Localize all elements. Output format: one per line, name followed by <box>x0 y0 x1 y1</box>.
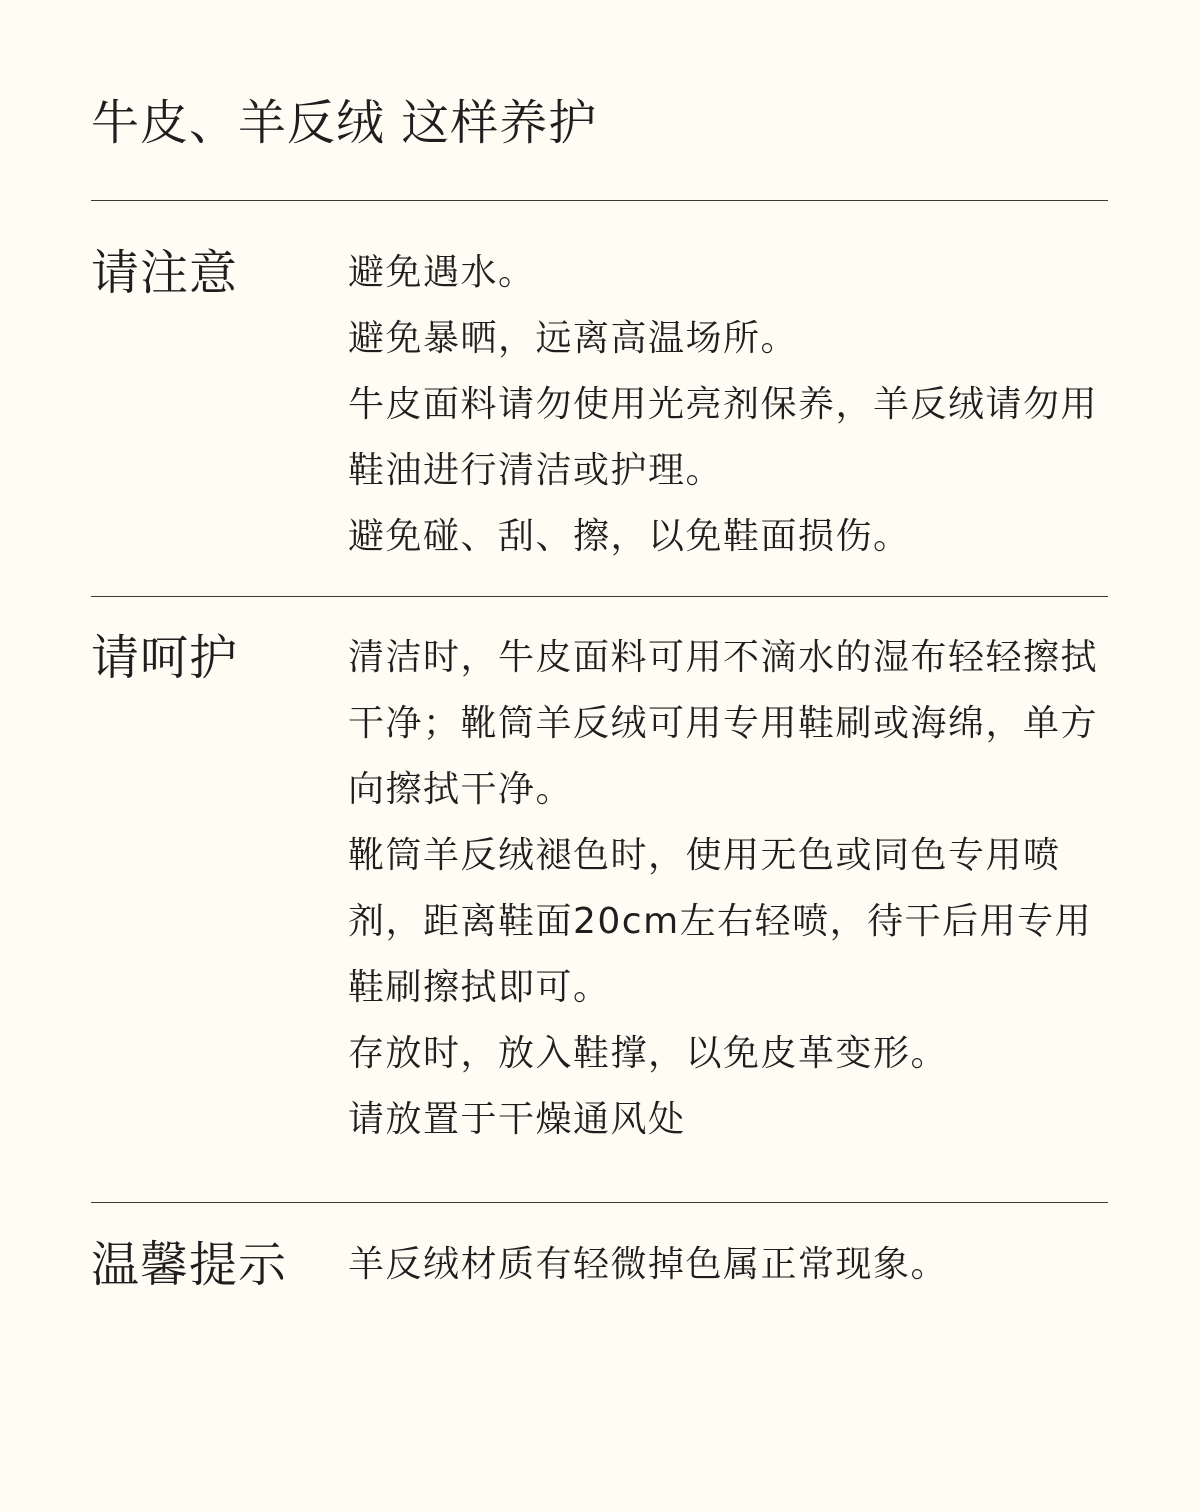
care-list <box>348 625 1113 1153</box>
list-item: 牛皮面料请勿使用光亮剂保养，羊反绒请勿用鞋油进行清洁或护理。 <box>348 384 1099 491</box>
page-title: 牛皮、羊反绒 这样养护 <box>91 95 598 151</box>
divider <box>91 200 1108 201</box>
list-item: 避免暴晒，远离高温场所。 <box>348 318 799 359</box>
list-item: 请放置于干燥通风处 <box>348 1099 686 1140</box>
list-item: 羊反绒材质有轻微掉色属正常现象。 <box>348 1244 949 1285</box>
list-item: 存放时，放入鞋撑，以免皮革变形。 <box>348 1033 949 1074</box>
list-item: 避免碰、刮、擦，以免鞋面损伤。 <box>348 516 911 557</box>
divider <box>91 1202 1108 1203</box>
section-heading: 请呵护 <box>91 630 239 686</box>
attention-list <box>348 240 1113 570</box>
list-item: 靴筒羊反绒褪色时，使用无色或同色专用喷剂，距离鞋面20cm左右轻喷，待干后用专用鞋刷擦拭即可。 <box>348 835 1093 1008</box>
divider <box>91 596 1108 597</box>
list-item: 清洁时，牛皮面料可用不滴水的湿布轻轻擦拭干净；靴筒羊反绒可用专用鞋刷或海绵，单方向擦拭干净。 <box>348 637 1099 810</box>
list-item: 避免遇水。 <box>348 252 536 293</box>
section-heading: 温馨提示 <box>91 1237 288 1293</box>
section-heading: 请注意 <box>91 245 239 301</box>
tips-list <box>348 1232 1113 1298</box>
